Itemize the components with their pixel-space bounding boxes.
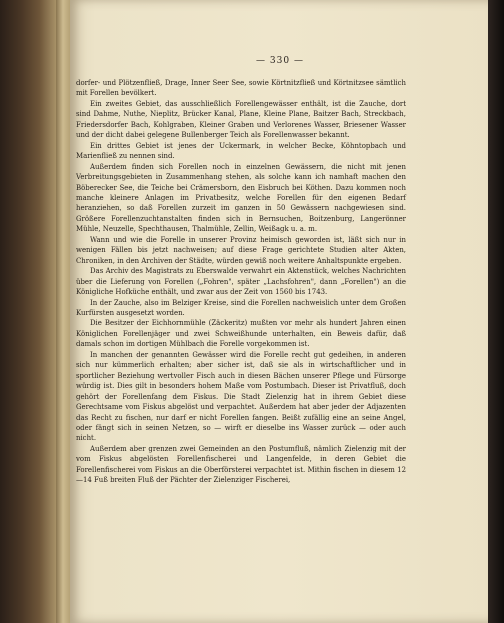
- page-header: — 330 —: [256, 56, 304, 66]
- book-page: [70, 0, 490, 623]
- paragraph: Wann und wie die Forelle in unserer Provinz heimisch geworden ist, läßt sich nur in wenigen Fällen bis jetzt nachweisen; auf diese Frage gerichtete Studien alter Akten, Chroniken, in den Archiven der Städte, würden gewiß noch weitere Anhaltspunkte ergeben.: [76, 235, 406, 265]
- paragraph: In manchen der genannten Gewässer wird die Forelle recht gut gedeihen, in anderen sich nur kümmerlich erhalten; aber sicher ist, daß sie als in wirtschaftlicher und in sportlicher Beziehung wertvoller Fisch auch in diesen Bächen unserer Pflege und Fürsorge würdig ist. Dies gilt in besonders hohem Maße vom Postumbach. Dieser ist Privatfluß, doch gehört der Forellenfang dem Fiskus. Die Stadt Zielenzig hat in ihrem Gebiet diese Gerechtsame vom Fiskus abgelöst und verpachtet. Außerdem hat aber jeder der Adjazenten das Recht zu fischen, nur darf er nicht Forellen fangen. Beißt zufällig eine an seine Angel, oder fängt sich in seinen Netzen, so — wirft er dieselbe ins Wasser zurück — oder auch nicht.: [76, 350, 406, 443]
- paragraph: Das Archiv des Magistrats zu Eberswalde verwahrt ein Aktenstück, welches Nachrichten über die Lieferung von Forellen („Fohren", später „Lachsfohren", dann „Forellen") an die Königliche Hofküche enthält, und zwar aus der Zeit von 1560 bis 1743.: [76, 267, 406, 297]
- paragraph: In der Zauche, also im Belziger Kreise, sind die Forellen nachweislich unter dem Großen Kurfürsten ausgesetzt worden.: [76, 298, 406, 317]
- paragraph: Ein zweites Gebiet, das ausschließlich Forellengewässer enthält, ist die Zauche, dort sind Dahme, Nuthe, Nieplitz, Brücker Kanal, Plane, Kleine Plane, Baitzer Bach, Streckbach, Friedersdorfer Bach, Kohlgraben, Kleiner Graben und Verlorenes Wasser, Briesener Wasser und der dicht dabei gelegene Bullenberger Teich als Forellenwasser bekannt.: [76, 99, 406, 140]
- paragraph: Außerdem aber grenzen zwei Gemeinden an den Postumfluß, nämlich Zielenzig mit der vom Fiskus abgelösten Forellenfischerei und Langenfelde, in deren Gebiet die Forellenfischerei vom Fiskus an die Oberförsterei verpachtet ist. Mithin fischen in diesem 12—14 Fuß breiten Fluß der Pächter der Zielenziger Fischerei,: [76, 444, 406, 485]
- paragraph: Ein drittes Gebiet ist jenes der Uckermark, in welcher Becke, Köhntopbach und Marienfließ zu nennen sind.: [76, 141, 406, 161]
- paragraph: Außerdem finden sich Forellen noch in einzelnen Gewässern, die nicht mit jenen Verbreitungsgebieten in Zusammenhang stehen, als solche kann ich namhaft machen den Böberecker See, die Teiche bei Crämersborn, den Eisbruch bei Köthen. Dazu kommen noch manche kleinere Anlagen im Privatbesitz, welche Forellen für den eigenen Bedarf heranziehen, so daß Forellen zurzeit im ganzen in 50 Gewässern nachgewiesen sind. Größere Forellenzuchtanstalten finden sich in Bernsuchen, Boitzenburg, Langerönner Mühle, Neuzelle, Spechthausen, Thalmühle, Zellin, Weißagk u. a. m.: [76, 162, 406, 234]
- paragraph: Die Besitzer der Eichhornmühle (Zäckeritz) mußten vor mehr als hundert Jahren einen Königlichen Forellenjäger und zwei Schweißhunde unterhalten, ein Beweis dafür, daß damals schon im dortigen Mühlbach die Forelle vorgekommen ist.: [76, 319, 406, 349]
- page-number: 330: [269, 56, 291, 66]
- background-edge: [488, 0, 504, 623]
- paragraph: dorfer- und Plötzenfließ, Drage, Inner Seer See, sowie Körtnitzfließ und Körtnitzsee sämtlich mit Forellen bevölkert.: [76, 79, 406, 98]
- page-body: [76, 78, 406, 486]
- page-stack-edge: [56, 0, 70, 623]
